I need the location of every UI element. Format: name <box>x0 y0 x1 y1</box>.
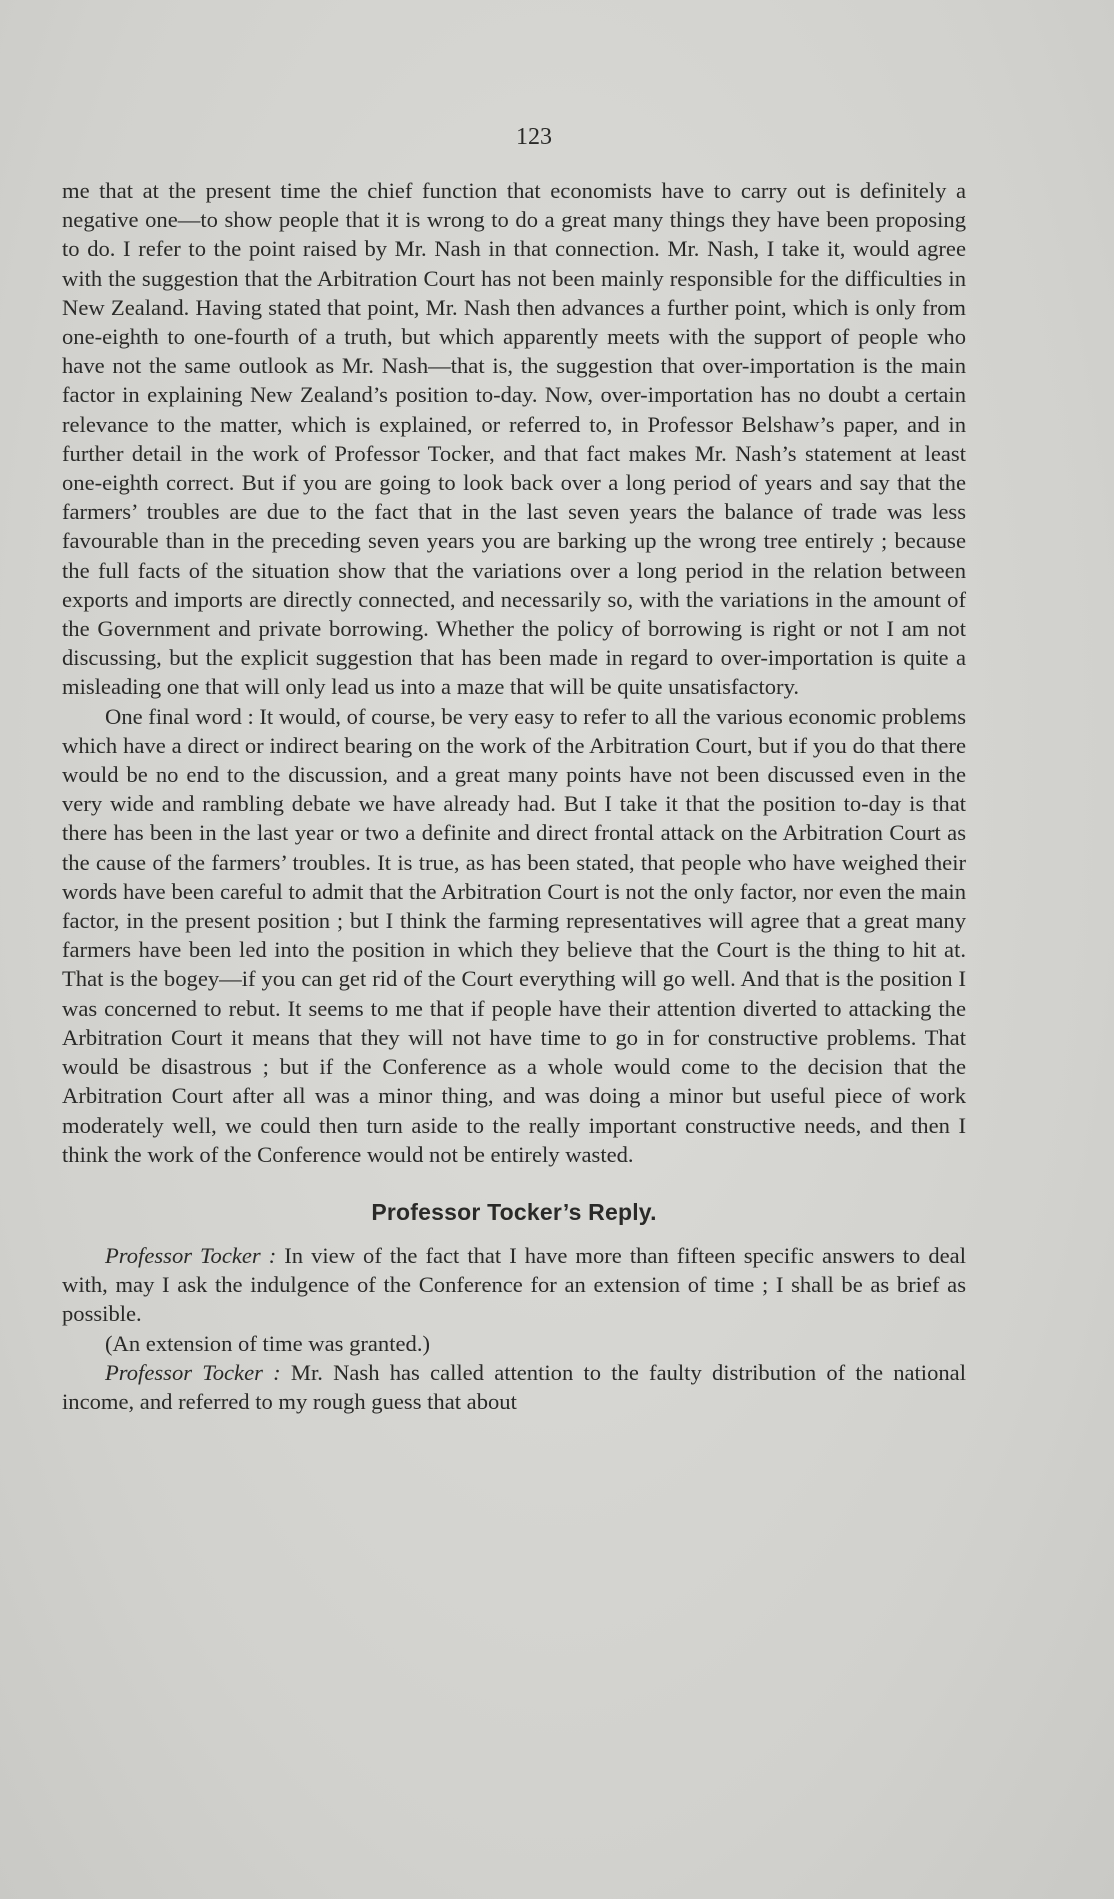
paragraph-tocker-request <box>62 1241 966 1329</box>
page-number: 123 <box>516 124 552 150</box>
section-heading: Professor Tocker’s Reply. <box>371 1198 657 1225</box>
paragraph-text: In view of the fact that I have more than fifteen specific answers to deal with, may I ask the indulgence of the Conference for an extension of time ; I shall be as brief as possible. <box>62 1242 966 1327</box>
bracketed-note: (An extension of time was granted.) <box>105 1330 431 1356</box>
paragraph-text: Mr. Nash has called attention to the faulty distribution of the national income, and referred to my rough guess that about <box>62 1359 966 1414</box>
speaker-name: Professor Tocker : <box>105 1242 277 1268</box>
speaker-name: Professor Tocker : <box>105 1359 281 1385</box>
paragraph-tocker-reply <box>62 1358 966 1416</box>
paragraph-final-word: One final word : It would, of course, be very easy to refer to all the various economic problems which have a direct or indirect bearing on the work of the Arbitration Court, but if you do that there would be no end to the discussion, and a great many points have not been discussed even in the very wide and rambling debate we have already had. But I take it that the position to-day is that there has been in the last year or two a definite and direct frontal attack on the Arbitration Court as the cause of the farmers’ troubles. It is true, as has been stated, that people who have weighed their words have been careful to admit that the Arbitration Court is not the only factor, nor even the main factor, in the present position ; but I think the farming representatives will agree that a great many farmers have been led into the position in which they believe that the Court is the thing to hit at. That is the bogey—if you can get rid of the Court everything will go well. And that is the position I was concerned to rebut. It seems to me that if people have their attention diverted to attacking the Arbitration Court it means that they will not have time to go in for constructive problems. That would be disastrous ; but if the Conference as a whole would come to the decision that the Arbitration Court after all was a minor thing, and was doing a minor but useful piece of work moderately well, we could then turn aside to the really important constructive needs, and then I think the work of the Conference would not be entirely wasted. <box>62 703 966 1167</box>
paragraph-economists-role: me that at the present time the chief function that economists have to carry out is definitely a negative one—to show people that it is wrong to do a great many things they have been proposing to do. I refer to the point raised by Mr. Nash in that connection. Mr. Nash, I take it, would agree with the suggestion that the Arbitration Court has not been mainly responsible for the difficulties in New Zealand. Having stated that point, Mr. Nash then advances a further point, which is only from one-eighth to one-fourth of a truth, but which apparently meets with the support of people who have not the same outlook as Mr. Nash—that is, the suggestion that over-importation is the main factor in explaining New Zealand’s position to-day. Now, over-importation has no doubt a certain relevance to the matter, which is explained, or referred to, in Professor Belshaw’s paper, and in further detail in the work of Professor Tocker, and that fact makes Mr. Nash’s statement at least one-eighth correct. But if you are going to look back over a long period of years and say that the farmers’ troubles are due to the fact that in the last seven years the balance of trade was less favourable than in the preceding seven years you are barking up the wrong tree entirely ; because the full facts of the situation show that the variations over a long period in the relation between exports and imports are directly connected, and necessarily so, with the variations in the amount of the Government and private borrowing. Whether the policy of borrowing is right or not I am not discussing, but the explicit suggestion that has been made in regard to over-importation is quite a misleading one that will only lead us into a maze that will be quite unsatisfactory. <box>62 178 966 700</box>
